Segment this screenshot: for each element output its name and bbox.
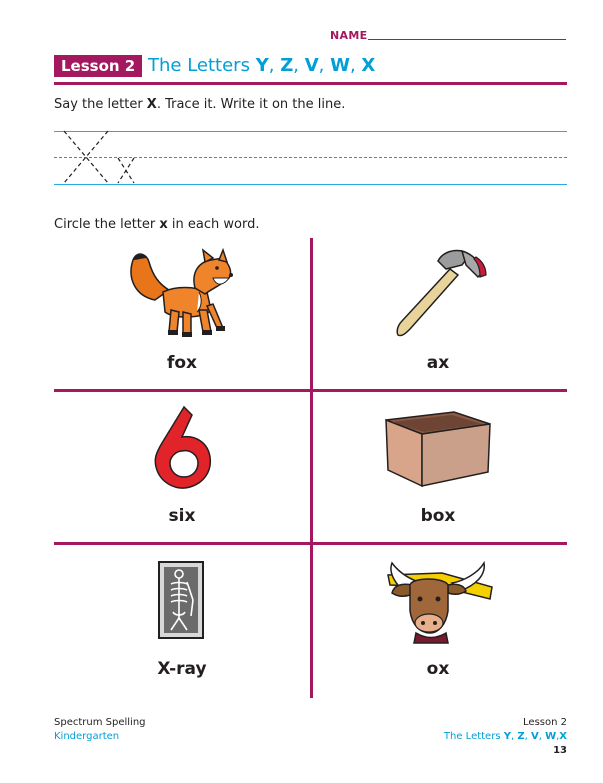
x-ray-picture <box>157 560 207 642</box>
footer-letter-w: W <box>545 731 557 742</box>
ox-picture <box>382 555 497 645</box>
trace-instruction <box>54 97 345 112</box>
lesson-badge: Lesson 2 <box>54 55 142 77</box>
title-rule <box>54 82 567 85</box>
circle-instruction-post: in each word. <box>167 217 260 232</box>
letter-x: X <box>361 55 376 76</box>
footer-letter-v: V <box>530 731 539 742</box>
trace-x-letters <box>60 128 150 188</box>
grid-vertical-divider <box>310 238 313 698</box>
lesson-title-prefix: The Letters <box>148 55 256 76</box>
trace-small-x-stroke-2 <box>118 158 134 183</box>
footer-book-title: Spectrum Spelling <box>54 717 146 728</box>
word-box[interactable]: box <box>420 506 456 526</box>
circle-instruction-letter: x <box>159 217 168 232</box>
letter-y: Y <box>255 55 269 76</box>
trace-instruction-letter: X <box>146 97 157 112</box>
circle-instruction-pre: Circle the letter <box>54 217 160 232</box>
letter-w: W <box>330 55 350 76</box>
word-ox[interactable]: ox <box>426 659 450 679</box>
footer-letter-z: Z <box>517 731 525 742</box>
lesson-title: The Letters Y, Z, V, W, X <box>148 55 376 76</box>
grid-horizontal-divider-2 <box>54 542 567 545</box>
circle-instruction <box>54 217 259 232</box>
footer-title-prefix: The Letters <box>443 731 504 742</box>
footer-letter-y: Y <box>503 731 511 742</box>
footer-lesson: Lesson 2 <box>523 717 567 728</box>
letter-z: Z <box>280 55 294 76</box>
ax-picture <box>388 247 493 342</box>
grid-horizontal-divider-1 <box>54 389 567 392</box>
letter-v: V <box>304 55 319 76</box>
trace-instruction-post: . Trace it. Write it on the line. <box>156 97 346 112</box>
box-picture <box>382 408 494 488</box>
footer-lesson-title: The Letters Y, Z, V, W,X <box>443 731 567 742</box>
footer-letter-x: X <box>559 731 567 742</box>
name-write-line[interactable] <box>368 39 566 40</box>
word-fox[interactable]: fox <box>166 353 198 373</box>
fox-picture <box>125 248 240 340</box>
trace-instruction-pre: Say the letter <box>54 97 147 112</box>
footer-grade: Kindergarten <box>54 731 120 742</box>
page-number: 13 <box>553 745 567 756</box>
word-six[interactable]: six <box>168 506 196 526</box>
word-x-ray[interactable]: X-ray <box>157 659 207 679</box>
six-picture <box>148 403 218 493</box>
word-ax[interactable]: ax <box>426 353 450 373</box>
name-label: NAME <box>330 29 368 42</box>
